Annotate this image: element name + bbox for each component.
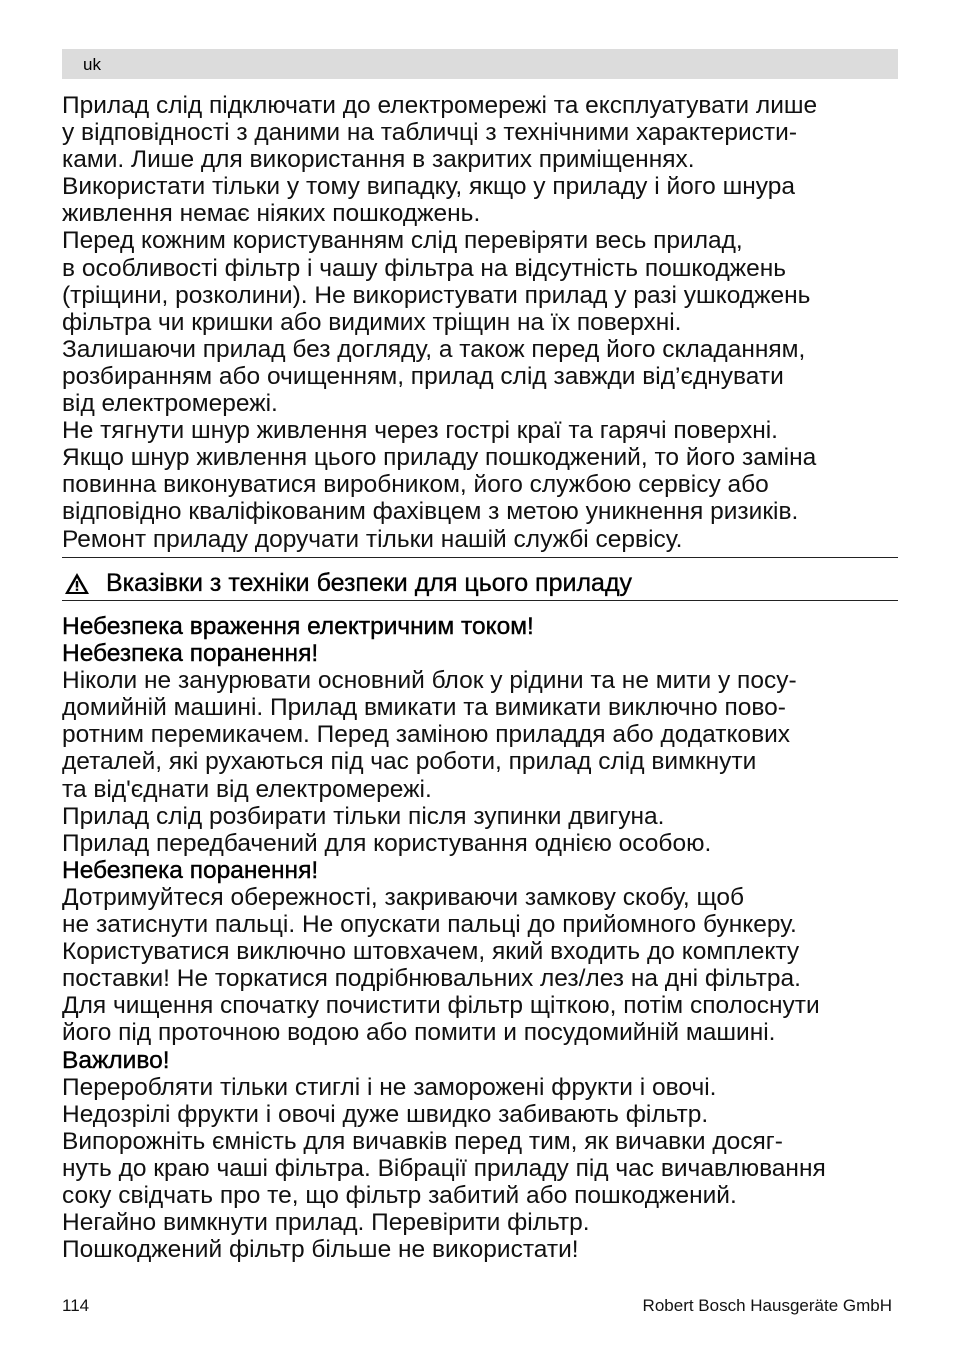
safety-line: його під проточною водою або помити и посудомийній машині. xyxy=(62,1019,776,1047)
intro-line: в особливості фільтр і чашу фільтра на відсутність пошкоджень xyxy=(62,254,787,282)
language-bar xyxy=(62,49,898,79)
safety-text-block xyxy=(62,613,902,1263)
safety-line: не затиснути пальці. Не опускати пальці до прийомного бункеру. xyxy=(62,911,797,939)
safety-line: нуть до краю чаші фільтра. Вібрації приладу під час вичавлювання xyxy=(62,1154,826,1182)
section-divider-top xyxy=(62,557,898,558)
safety-line: Прилад слід розбирати тільки після зупинки двигуна. xyxy=(62,802,665,830)
intro-line: ками. Лише для використання в закритих приміщеннях. xyxy=(62,146,695,174)
safety-line: Користуватися виключно штовхачем, який входить до комплекту xyxy=(62,938,800,966)
safety-line: деталей, які рухаються під час роботи, прилад слід вимкнути xyxy=(62,748,757,776)
section-divider-bottom xyxy=(62,600,898,601)
safety-warning-heading: Небезпека враження електричним током! xyxy=(62,613,534,640)
safety-warning-heading: Небезпека поранення! xyxy=(62,640,319,668)
intro-line: відповідно кваліфікованим фахівцем з метою уникнення ризиків. xyxy=(62,498,799,526)
safety-line: поставки! Не торкатися подрібнювальних лез/лез на дні фільтра. xyxy=(62,965,801,993)
safety-warning-heading: Небезпека поранення! xyxy=(62,856,319,884)
safety-line: соку свідчать про те, що фільтр забитий або пошкоджений. xyxy=(62,1181,737,1209)
intro-line: (тріщини, розколини). Не використувати прилад у разі ушкоджень xyxy=(62,281,811,309)
intro-line: Ремонт приладу доручати тільки нашій службі сервісу. xyxy=(62,525,683,553)
safety-line: Прилад передбачений для користування однією особою. xyxy=(62,829,712,857)
intro-line: Якщо шнур живлення цього приладу пошкоджений, то його заміна xyxy=(62,444,817,472)
safety-line: Пошкоджений фільтр більше не використати! xyxy=(62,1236,579,1264)
safety-line: ротним перемикачем. Перед заміною приладдя або додаткових xyxy=(62,721,791,749)
safety-line: Випорожніть ємність для вичавків перед тим, як вичавки досяг- xyxy=(62,1127,783,1155)
safety-line: Ніколи не занурювати основний блок у рідини та не мити у посу- xyxy=(62,667,797,695)
section-title: Вказівки з техніки безпеки для цього приладу xyxy=(106,569,633,597)
intro-line: Не тягнути шнур живлення через гострі краї та гарячі поверхні. xyxy=(62,417,778,445)
intro-line: Прилад слід підключати до електромережі та експлуатувати лише xyxy=(62,92,818,119)
intro-line: у відповідності з даними на табличці з технічними характеристи- xyxy=(62,119,797,147)
intro-text-block xyxy=(62,92,902,553)
page-number: 114 xyxy=(62,1296,90,1315)
safety-line: Для чищення спочатку почистити фільтр щіткою, потім сполоснути xyxy=(62,992,820,1020)
warning-triangle-icon xyxy=(64,572,90,595)
intro-line: повинна виконуватися виробником, його службою сервісу або xyxy=(62,471,769,499)
safety-line: Негайно вимкнути прилад. Перевірити фільтр. xyxy=(62,1209,590,1237)
safety-line: та від'єднати від електромережі. xyxy=(62,775,432,803)
intro-line: від електромережі. xyxy=(62,390,278,418)
section-heading xyxy=(62,568,898,598)
language-code: uk xyxy=(83,55,101,74)
intro-line: Залишаючи прилад без догляду, а також перед його складанням, xyxy=(62,335,806,363)
safety-line: Недозрілі фрукти і овочі дуже швидко забивають фільтр. xyxy=(62,1100,709,1128)
intro-line: розбиранням або очищенням, прилад слід завжди від’єднувати xyxy=(62,362,784,390)
safety-warning-heading: Важливо! xyxy=(62,1046,170,1074)
safety-line: Переробляти тільки стиглі і не заморожені фрукти і овочі. xyxy=(62,1073,717,1101)
intro-line: живлення немає ніяких пошкоджень. xyxy=(62,200,481,228)
intro-line: Перед кожним користуванням слід перевіряти весь прилад, xyxy=(62,227,743,255)
footer-company: Robert Bosch Hausgeräte GmbH xyxy=(642,1296,892,1315)
safety-line: Дотримуйтеся обережності, закриваючи замкову скобу, щоб xyxy=(62,883,745,911)
intro-line: Використати тільки у тому випадку, якщо у приладу і його шнура xyxy=(62,173,796,201)
safety-line: домийній машині. Прилад вмикати та вимикати виключно пово- xyxy=(62,694,786,722)
intro-line: фільтра чи кришки або видимих тріщин на їх поверхні. xyxy=(62,308,682,336)
